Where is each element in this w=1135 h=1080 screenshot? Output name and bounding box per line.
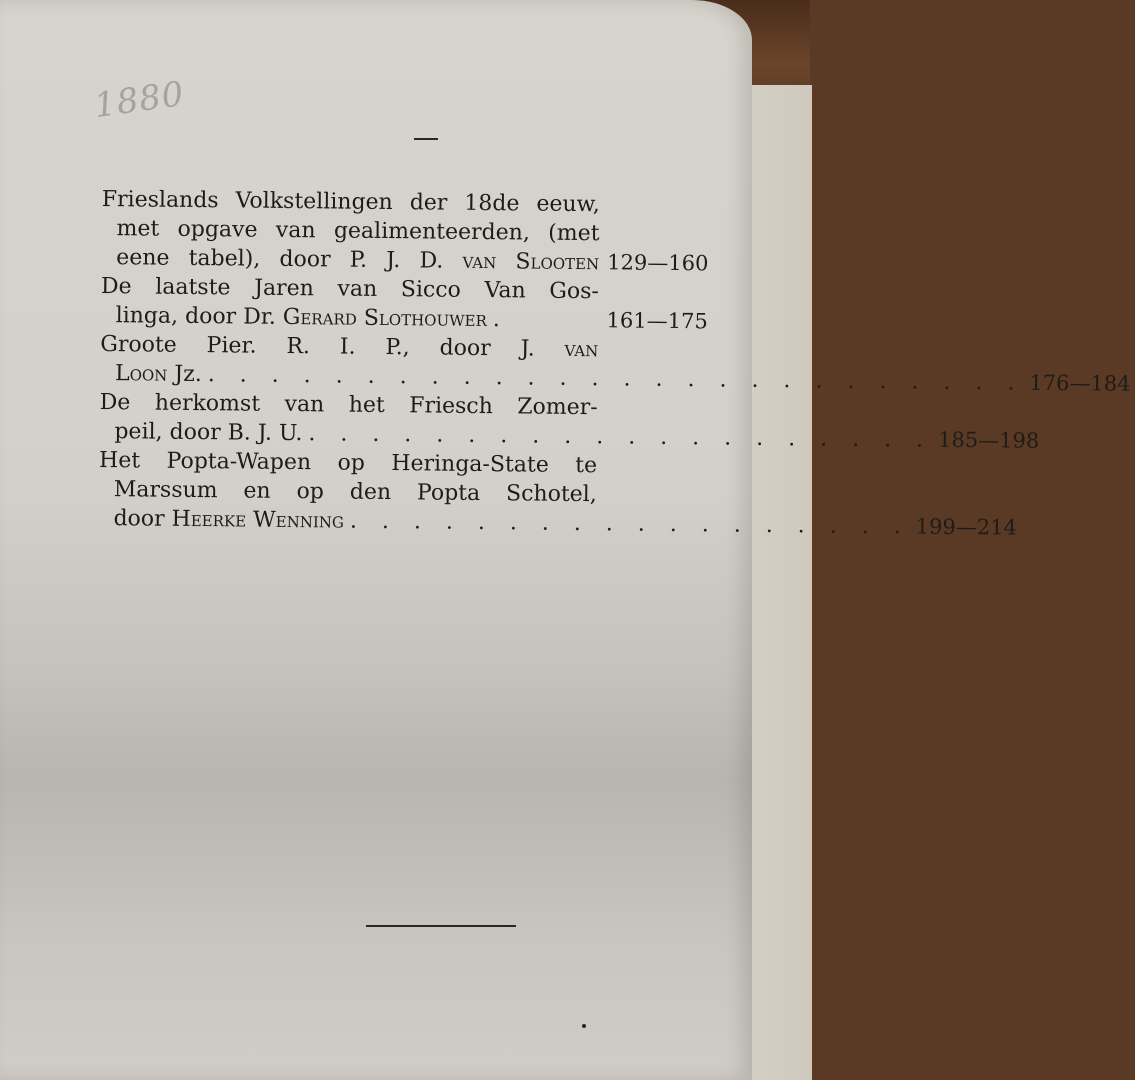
entry-pages: 129—160 <box>607 250 709 276</box>
entry-title-line: De laatste Jaren van Sicco Van Gos- <box>100 273 600 305</box>
entry-author: Gerard Slothouwer <box>282 304 487 333</box>
bottom-rule <box>366 925 516 927</box>
leader-dots: . . . . . . . . . . . . . . . . . . . . . . . . . . <box>207 362 1024 396</box>
toc-entry <box>100 272 711 336</box>
leader-dots: . . . . . . . . . . . . . . . . . . <box>349 508 910 540</box>
entry-author: Heerke Wenning <box>171 506 345 534</box>
entry-title-line: Groote Pier. R. I. P., door J. <box>100 331 565 362</box>
entry-pages: 176—184 <box>1029 370 1131 396</box>
entry-pages: 199—214 <box>915 514 1017 540</box>
toc-entry <box>101 185 712 278</box>
entry-title-line: De herkomst van het Friesch Zomer- <box>99 389 598 421</box>
entry-title-line: Marssum en op den Popta Schotel, <box>113 477 597 508</box>
entry-author: van Slooten <box>462 248 600 276</box>
pencil-annotation: 1880 <box>91 73 187 127</box>
entry-title-line: met opgave van gealimenteerden, (met <box>116 216 600 247</box>
toc-entry <box>98 446 1017 540</box>
top-dash-mark <box>414 138 438 140</box>
entry-pages: 161—175 <box>606 308 708 334</box>
leader-dots: . . . . . . . . . . . . . . . . . . . . <box>308 421 933 453</box>
toc-entry <box>99 388 1040 453</box>
entry-title-line: peil, door B. J. U. <box>114 419 303 447</box>
ink-speck <box>582 1024 586 1028</box>
entry-title-line: Frieslands Volkstellingen der 18de eeuw, <box>101 186 600 218</box>
entry-title-line: eene tabel), door P. J. D. <box>116 245 463 274</box>
entry-title-line: door <box>113 506 172 532</box>
entry-author-part: van <box>564 336 599 363</box>
entry-author-suffix: Jz. <box>167 361 202 388</box>
entry-pages: 185—198 <box>938 427 1040 453</box>
table-of-contents <box>98 185 1131 540</box>
entry-author: Loon <box>114 361 168 387</box>
leader-dots: . <box>492 307 509 333</box>
entry-title-line: Het Popta-Wapen op Heringa-State te <box>98 447 598 479</box>
entry-title-line: linga, door Dr. <box>115 303 283 330</box>
toc-entry <box>100 330 1131 396</box>
